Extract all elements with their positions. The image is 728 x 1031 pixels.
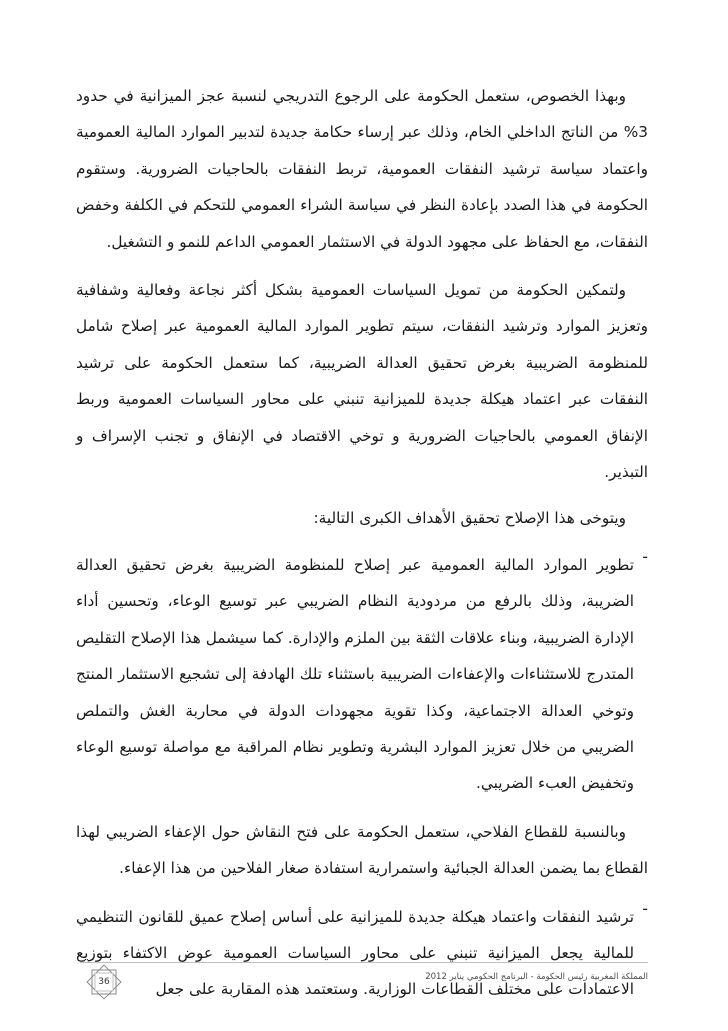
page-number-badge — [86, 964, 122, 1000]
list-item-tax-reform — [76, 547, 648, 802]
list-item-tax-reform-text: تطوير الموارد المالية العمومية عبر إصلاح للمنظومة الضريبية بغرض تحقيق العدالة الضريبة، وذلك بالرفع من مردودية النظام الضريبي عبر توسيع الوعاء، وتحسين أداء الإدارة الضريبية، وبناء علاقات الثقة بين الملزم والإدارة. كما سيشمل هذا الإصلاح التقليص المتدرج للاستثناءات والإعفاءات الضريبية باستثناء تلك الهادفة إلى تشجيع الاستثمار المنتج وتوخي العدالة الاجتماعية، وكذا تقوية مجهودات الدولة في محاربة الغش والتملص الضريبي من خلال تعزيز الموارد البشرية وتطوير نظام المراقبة مع مواصلة توسيع الوعاء وتخفيض العبء الضريبي. — [76, 555, 634, 793]
list-item-spending-reform-text: ترشيد النفقات واعتماد هيكلة جديدة للميزانية على أساس إصلاح عميق للقانون التنظيمي للمالية يجعل الميزانية تنبني على محاور السياسات العمومية عوض الاكتفاء بتوزيع الاعتمادات على مختلف القطاعات الوزارية. وستعتمد هذه المقاربة على جعل — [76, 907, 634, 999]
page-number: 36 — [98, 977, 110, 987]
page-footer — [80, 962, 648, 1000]
list-dash: - — [642, 898, 648, 918]
footer-divider — [80, 962, 648, 963]
paragraph-budget-deficit: وبهذا الخصوص، ستعمل الحكومة على الرجوع التدريجي لنسبة عجز الميزانية في حدود 3% من الناتج الداخلي الخام، وذلك عبر إرساء حكامة جديدة لتدبير الموارد المالية العمومية واعتماد سياسة ترشيد النفقات العمومية، تربط النفقات بالحاجيات الضرورية. وستقوم الحكومة في هذا الصدد بإعادة النظر في سياسة الشراء العمومي للتحكم في الكلفة وخفض النفقات، مع الحفاظ على مجهود الدولة في الاستثمار العمومي الداعم للنمو و التشغيل. — [76, 87, 648, 251]
paragraph-reform-goals: ويتوخى هذا الإصلاح تحقيق الأهداف الكبرى التالية: — [313, 509, 626, 528]
document-body — [76, 78, 648, 1008]
footer-caption: المملكة المغربية رئيس الحكومة - البرنامج الحكومي يناير 2012 — [425, 972, 648, 982]
list-dash: - — [642, 546, 648, 566]
paragraph-financing-policies: ولتمكين الحكومة من تمويل السياسات العمومية بشكل أكثر نجاعة وفعالية وشفافية وتعزيز الموارد وترشيد النفقات، سيتم تطوير الموارد المالية العمومية عبر إصلاح شامل للمنظومة الضريبية بغرض تحقيق العدالة الضريبية، كما ستعمل الحكومة على ترشيد النفقات عبر اعتماد هيكلة جديدة للميزانية تنبني على محاور السياسات العمومية وربط الإنفاق العمومي بالحاجيات الضرورية و توخي الاقتصاد في الإنفاق و تجنب الإسراف و التبذير. — [76, 281, 648, 482]
paragraph-agriculture: وبالنسبة للقطاع الفلاحي، ستعمل الحكومة على فتح النقاش حول الإعفاء الضريبي لهذا القطاع بما يضمن العدالة الجبائية واستمرارية استفادة صغار الفلاحين من هذا الإعفاء. — [76, 822, 648, 878]
